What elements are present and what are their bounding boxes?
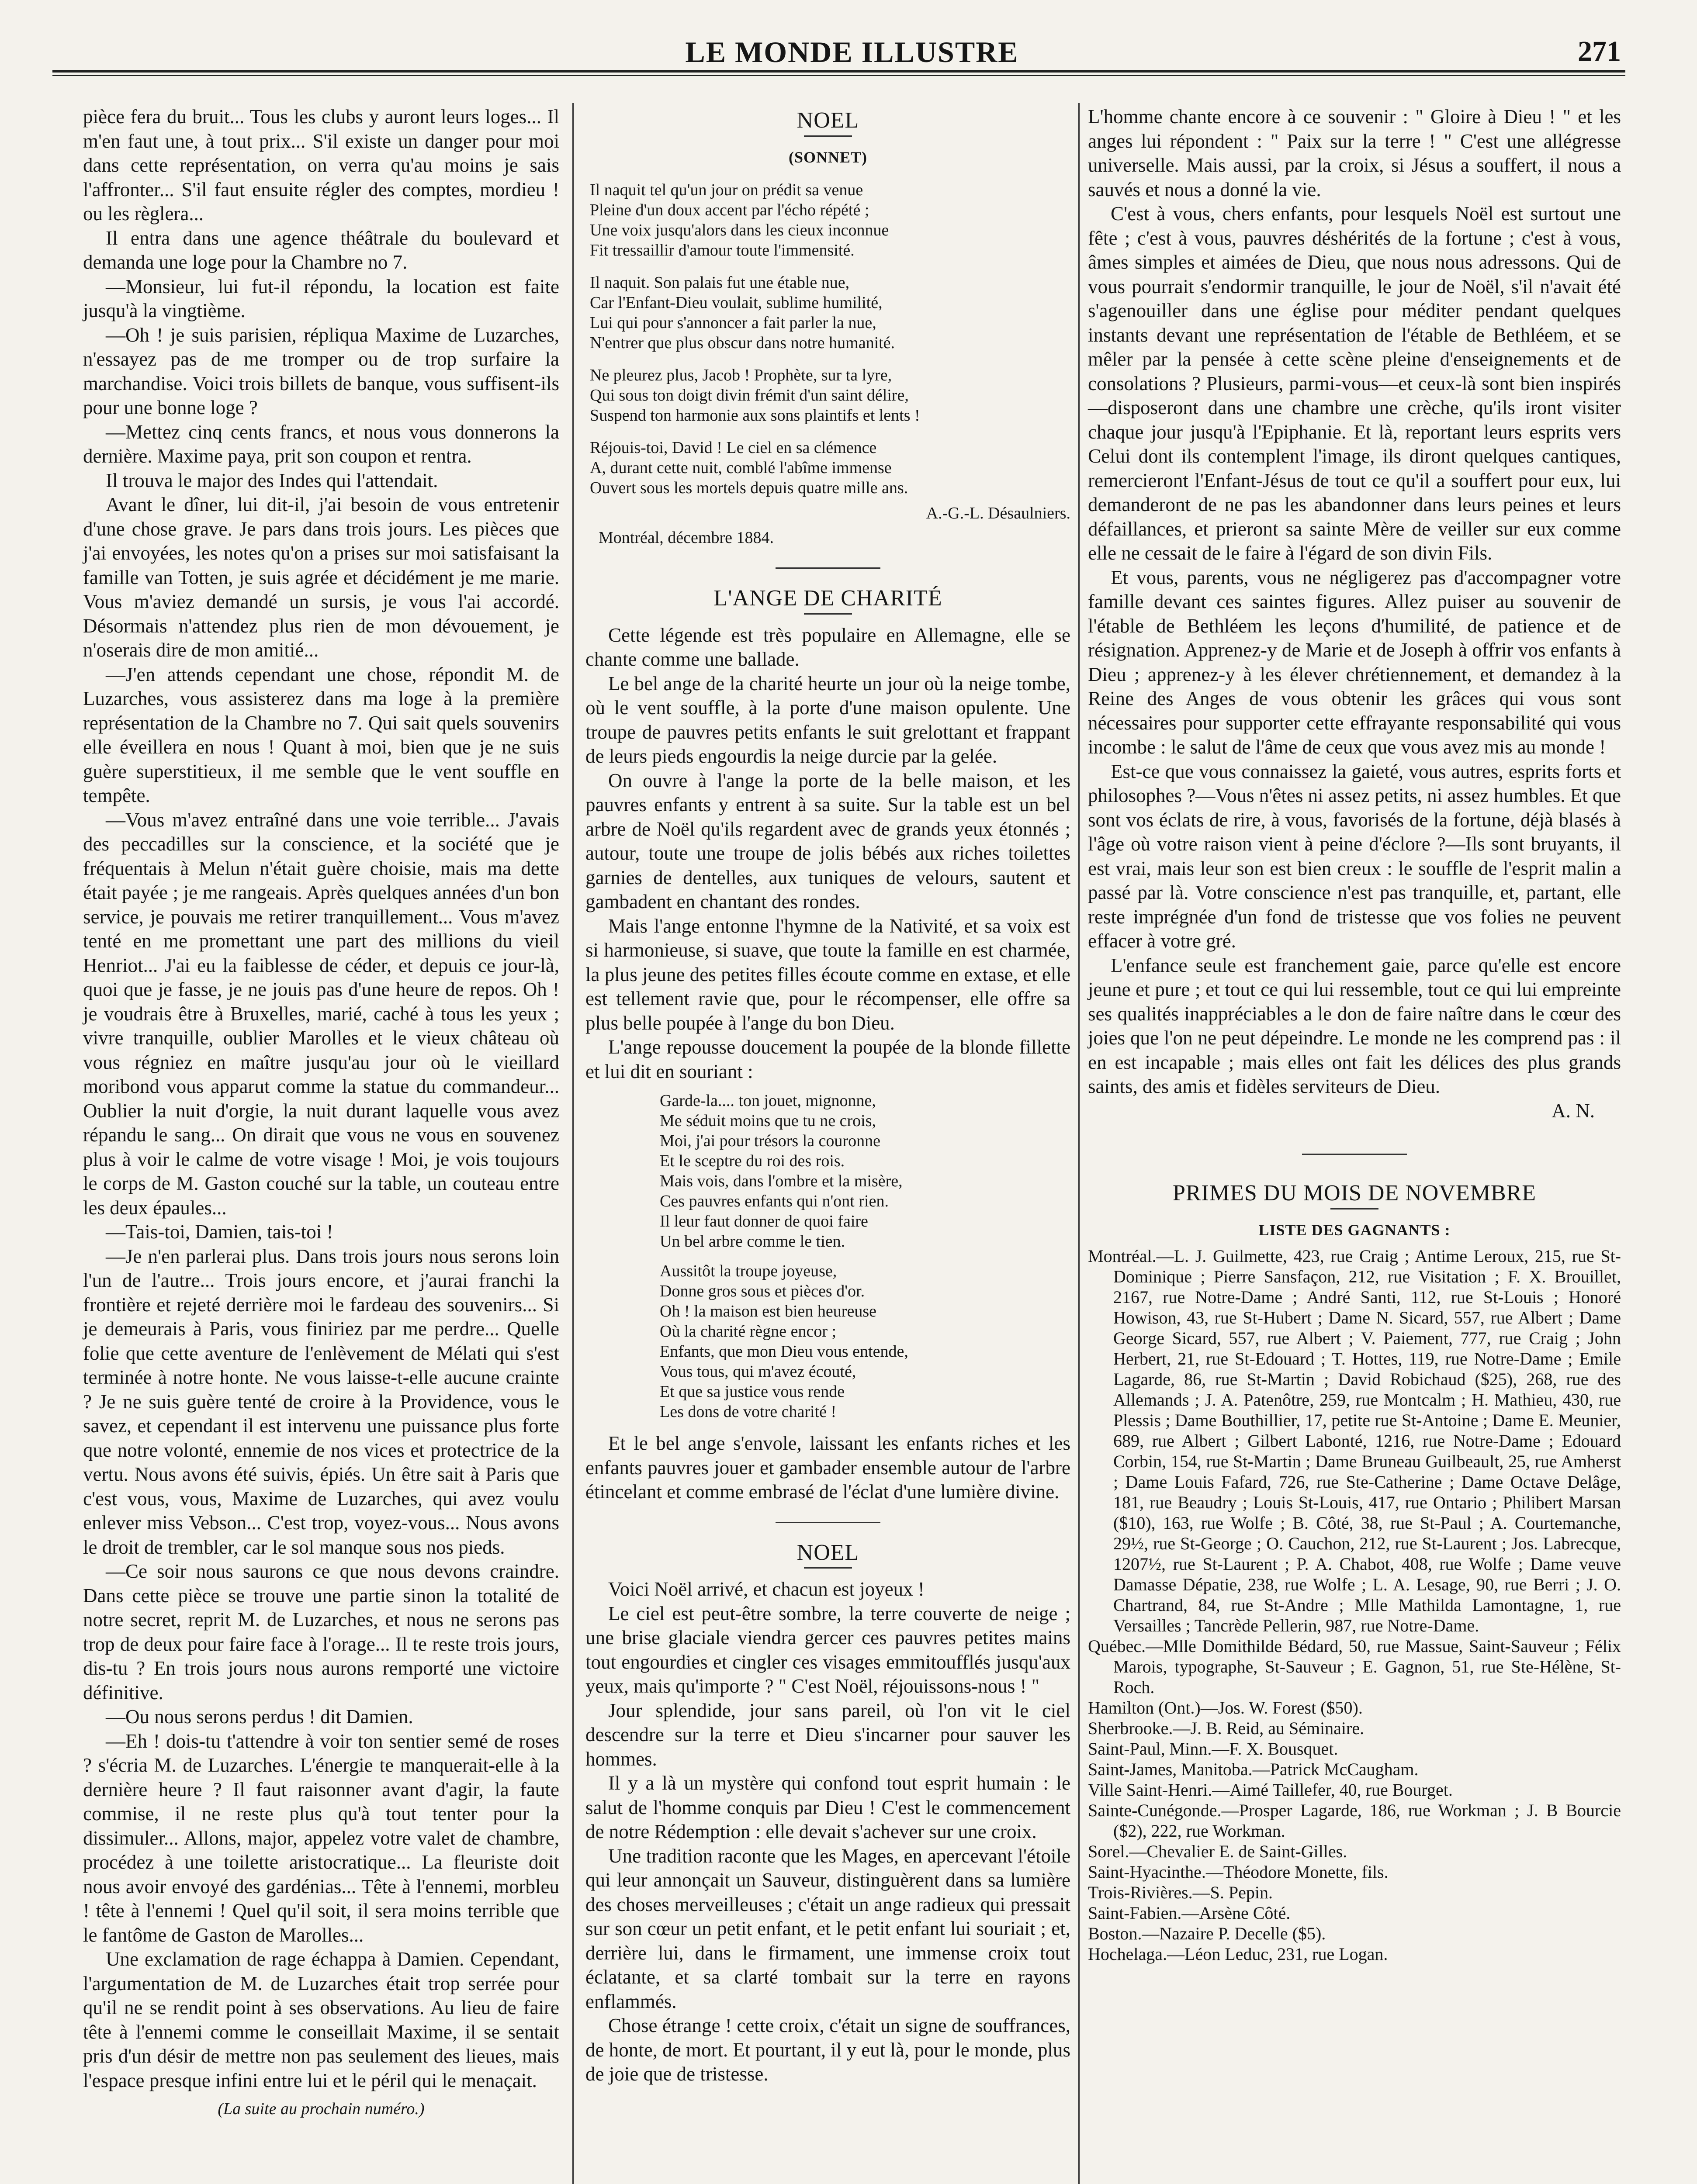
paragraph: —Vous m'avez entraîné dans une voie terrible... J'avais des peccadilles sur la conscience, et la société que je fréquentais à Melun n'était guère choisie, mais ma dette était payée ; je me rangeais. Après quelques années d'un bon service, je pouvais me retirer tranquillement... Vous m'avez tenté en me promettant une part des millions du vieil Henriot... J'ai eu la faiblesse de céder, et depuis ce jour-là, quoi que je fasse, je ne jouis pas d'une heure de repos. Oh ! je voudrais être à Bruxelles, marié, caché à tous les yeux ; vivre tranquille, oublier Marolles et le vieux château où vous régniez en maître jusqu'au jour où le vieillard moribond vous apparut comme la statue du commandeur... Oublier la nuit d'orgie, la nuit durant laquelle vous avez répandu le sang... On dirait que vous ne vous en souvenez plus à voir le calme de votre visage ! Moi, je vois toujours le corps de M. Gaston couché sur la table, un couteau entre les deux épaules... bbox=[83, 809, 559, 1219]
verse: Fit tressaillir d'amour toute l'immensité. bbox=[590, 241, 855, 259]
column-1-feuilleton bbox=[83, 105, 559, 2122]
paragraph: C'est à vous, chers enfants, pour lesquels Noël est surtout une fête ; c'est à vous, pauvres déshérités de la fortune ; c'est à vous, âmes simples et aimées de Dieu, que nous nous adressons. Qui de vous pourrait s'endormir tranquille, le jour de Noël, s'il n'avait été s'agenouiller dans une église pour méditer pendant quelques instants devant une représentation de l'étable de Bethléem, et se mêler par la pensée à cette scène pleine d'enseignements et de consolations ? Plusieurs, parmi-vous—et ceux-là sont bien inspirés—disposeront dans une chambre une crèche, qu'ils iront visiter chaque jour jusqu'à l'Epiphanie. Et là, reportant leurs esprits vers Celui dont ils contemplent l'image, ils diront quelques cantiques, remercieront l'Enfant-Jésus de tout ce qu'il a souffert pour eux, lui demanderont de ne pas les abandonner dans leurs peines et leurs défaillances, et prieront sa sainte Mère de veiller sur eux comme elle ne cessait de le faire à l'égard de son divin Fils. bbox=[1088, 203, 1621, 564]
verse: Suspend ton harmonie aux sons plaintifs et lents ! bbox=[590, 406, 920, 425]
paragraph: —J'en attends cependant une chose, répondit M. de Luzarches, vous assisterez dans ma loge à la première représentation de la Chambre no 7. Qui sait quels souvenirs elle éveillera en nous ! Quant à moi, bien que je ne suis guère superstitieux, il me semble que le vent souffle en tempête. bbox=[83, 663, 559, 806]
column-divider-left bbox=[572, 103, 574, 2184]
verse: Où la charité règne encor ; bbox=[660, 1322, 837, 1341]
verse: Il naquit. Son palais fut une étable nue, bbox=[590, 273, 850, 292]
sonnet-subtitle: (SONNET) bbox=[788, 148, 868, 166]
section-divider bbox=[776, 567, 880, 569]
verse: Lui qui pour s'annoncer a fait parler la nue, bbox=[590, 314, 876, 332]
title-rule bbox=[804, 135, 852, 137]
paragraph: Chose étrange ! cette croix, c'était un signe de souffrances, de honte, de mort. Et pourtant, il y eut là, pour le monde, plus de joie que de tristesse. bbox=[585, 2015, 1070, 2085]
header-rule-thin bbox=[52, 75, 1625, 76]
verse: Et que sa justice vous rende bbox=[660, 1382, 845, 1401]
verse: Ne pleurez plus, Jacob ! Prophète, sur ta lyre, bbox=[590, 366, 892, 384]
list-item: Saint-James, Manitoba.—Patrick McCaugham. bbox=[1088, 1759, 1419, 1779]
stanza bbox=[660, 1261, 1070, 1422]
sonnet-signature: A.-G.-L. Désaulniers. bbox=[926, 504, 1070, 522]
paragraph: —Oh ! je suis parisien, répliqua Maxime de Luzarches, n'essayez pas de me tromper ou de trop surfaire la marchandise. Voici trois billets de banque, vous suffisent-ils pour une bonne loge ? bbox=[83, 324, 559, 418]
verse: Me séduit moins que tu ne crois, bbox=[660, 1112, 876, 1130]
primes-title: PRIMES DU MOIS DE NOVEMBRE bbox=[1172, 1181, 1537, 1206]
masthead bbox=[83, 31, 1621, 69]
continued-note: (La suite au prochain numéro.) bbox=[218, 2100, 425, 2118]
verse: Réjouis-toi, David ! Le ciel en sa clémence bbox=[590, 439, 877, 457]
title-rule bbox=[1330, 1208, 1378, 1209]
paragraph: —Ce soir nous saurons ce que nous devons craindre. Dans cette pièce se trouve une partie sinon la totalité de notre secret, reprit M. de Luzarches, et nous ne serons pas trop de deux pour faire face à l'orage... Il te reste trois jours, dis-tu ? En trois jours nous aurons remporté une victoire définitive. bbox=[83, 1560, 559, 1704]
column-divider-right bbox=[1078, 103, 1080, 2184]
column-3 bbox=[1088, 105, 1621, 1964]
paragraph: L'ange repousse doucement la poupée de la blonde fillette et lui dit en souriant : bbox=[585, 1036, 1070, 1082]
verse: Garde-la.... ton jouet, mignonne, bbox=[660, 1092, 876, 1110]
paragraph: Il trouva le major des Indes qui l'attendait. bbox=[106, 469, 438, 491]
verse: Oh ! la maison est bien heureuse bbox=[660, 1302, 876, 1320]
stanza bbox=[590, 273, 1070, 353]
list-item: Saint-Paul, Minn.—F. X. Bousquet. bbox=[1088, 1739, 1338, 1759]
ange-poem bbox=[660, 1091, 1070, 1422]
winners-list bbox=[1088, 1246, 1621, 1964]
title-rule bbox=[804, 1567, 852, 1569]
paragraph: Une exclamation de rage échappa à Damien. Cependant, l'argumentation de M. de Luzarches était trop serrée pour qu'il ne se rendit point à ses observations. Au lieu de faire tête à l'ennemi comme le conseillait Maxime, il se sentait pris d'un désir de mettre non pas seulement des lieues, mais l'espace presque infini entre lui et le péril qui le menaçait. bbox=[83, 1948, 559, 2091]
list-item: Sainte-Cunégonde.—Prosper Lagarde, 186, rue Workman ; J. B Bourcie ($2), 222, rue Workman. bbox=[1088, 1800, 1621, 1841]
verse: Les dons de votre charité ! bbox=[660, 1403, 837, 1421]
list-item: Ville Saint-Henri.—Aimé Taillefer, 40, rue Bourget. bbox=[1088, 1780, 1453, 1800]
paragraph: Jour splendide, jour sans pareil, où l'on vit le ciel descendre sur la terre et Dieu s'incarner pour sauver les hommes. bbox=[585, 1699, 1070, 1770]
paragraph: Est-ce que vous connaissez la gaieté, vous autres, esprits forts et philosophes ?—Vous n'êtes ni assez petits, ni assez humbles. Et que sont vos éclats de rire, à vous, favorisés de la fortune, déjà blasés à l'âge où votre raison vient à peine d'éclore ?—Ils sont bruyants, il est vrai, mais leur son est bien creux : le souffle de l'esprit malin a passé par là. Votre conscience n'est pas tranquille, et, partant, elle reste imprégnée d'un fond de tristesse que vos folies ne peuvent effacer à votre gré. bbox=[1088, 760, 1621, 952]
sonnet-dateline: Montréal, décembre 1884. bbox=[599, 528, 774, 547]
paragraph: Mais l'ange entonne l'hymne de la Nativité, et sa voix est si harmonieuse, si suave, que toute la famille en est charmée, la plus jeune des petites filles écoute comme en extase, et elle est tellement ravie que, pour le récompenser, elle offre sa plus belle poupée à l'ange du bon Dieu. bbox=[585, 915, 1070, 1034]
stanza bbox=[590, 438, 1070, 498]
list-item: Hochelaga.—Léon Leduc, 231, rue Logan. bbox=[1088, 1944, 1388, 1964]
list-item: Sherbrooke.—J. B. Reid, au Séminaire. bbox=[1088, 1718, 1365, 1738]
paragraph: —Ou nous serons perdus ! dit Damien. bbox=[106, 1706, 413, 1728]
verse: Mais vois, dans l'ombre et la misère, bbox=[660, 1172, 903, 1190]
list-item: Trois-Rivières.—S. Pepin. bbox=[1088, 1883, 1273, 1902]
paragraph: Une tradition raconte que les Mages, en apercevant l'étoile qui leur annonçait un Sauveur, distinguèrent dans sa lumière des choses merveilleuses ; c'était un ange radieux qui pressait sur son cœur un petit enfant, et le petit enfant lui souriait ; et, derrière lui, dans le firmament, une immense croix tout éclatante, et sa clarté tombait sur la terre en rayons enflammés. bbox=[585, 1845, 1070, 2012]
article-signature: A. N. bbox=[1552, 1099, 1595, 1122]
paragraph: pièce fera du bruit... Tous les clubs y auront leurs loges... Il m'en faut une, à tout prix... S'il existe un danger pour moi dans cette représentation, on verra qu'au moins je sais l'affronter... S'il faut ensuite régler des comptes, mordieu ! ou les règlera... bbox=[83, 106, 559, 225]
paragraph: Et le bel ange s'envole, laissant les enfants riches et les enfants pauvres jouer et gambader ensemble autour de l'arbre étincelant et comme embrasé de l'éclat d'une lumière divine. bbox=[585, 1432, 1070, 1503]
verse: N'entrer que plus obscur dans notre humanité. bbox=[590, 334, 895, 352]
paragraph: Et vous, parents, vous ne négligerez pas d'accompagner votre famille devant ces saintes figures. Allez puiser au souvenir de l'étable de Bethléem les leçons d'humilité, de patience et de résignation. Apprenez-y de Marie et de Joseph à offrir vos enfants à Dieu ; apprenez-y à les élever chrétiennement, et demandez à la Reine des Anges de vous obtenir les grâces qui vous sont nécessaires pour supporter cette effrayante responsabilité qui vous incombe : le salut de l'âme de ceux que vous avez mis au monde ! bbox=[1088, 566, 1621, 758]
header-rule-thick bbox=[52, 70, 1625, 73]
paragraph: L'enfance seule est franchement gaie, parce qu'elle est encore jeune et pure ; et tout ce qui lui ressemble, tout ce qui lui empreinte ses qualités inappréciables a le don de faire naître dans le cœur des joies que l'on ne peut dépeindre. Le monde ne les comprend pas : il en est incapable ; mais elles ont fait les délices des plus grands saints, des amis et fidèles serviteurs de Dieu. bbox=[1088, 954, 1621, 1097]
newspaper-title: LE MONDE ILLUSTRE bbox=[685, 35, 1019, 69]
sonnet-poem bbox=[590, 180, 1070, 498]
verse: Moi, j'ai pour trésors la couronne bbox=[660, 1132, 880, 1150]
stanza bbox=[590, 365, 1070, 425]
paragraph: Il entra dans une agence théâtrale du boulevard et demanda une loge pour la Chambre no 7. bbox=[83, 227, 559, 273]
verse: Ouvert sous les mortels depuis quatre mille ans. bbox=[590, 479, 908, 497]
winners-list-heading: LISTE DES GAGNANTS : bbox=[1258, 1221, 1451, 1239]
stanza bbox=[660, 1091, 1070, 1251]
verse: Pleine d'un doux accent par l'écho répété ; bbox=[590, 201, 869, 219]
verse: Un bel arbre comme le tien. bbox=[660, 1232, 845, 1251]
section-divider bbox=[1302, 1154, 1407, 1155]
verse: Vous tous, qui m'avez écouté, bbox=[660, 1362, 856, 1381]
paragraph: On ouvre à l'ange la porte de la belle maison, et les pauvres enfants y entrent à sa suite. Sur la table est un bel arbre de Noël qu'ils regardent avec de grands yeux étonnés ; autour, toute une troupe de jolis bébés aux riches toilettes garnies de dentelles, aux tuniques de velours, sautent et gambadent en chantant des rondes. bbox=[585, 769, 1070, 912]
paragraph: —Tais-toi, Damien, tais-toi ! bbox=[106, 1221, 333, 1243]
paragraph: Avant le dîner, lui dit-il, j'ai besoin de vous entretenir d'une chose grave. Je pars dans trois jours. Les pièces que j'ai envoyées, les notes qu'on a prises sur moi satisfaisant la famille van Totten, je suis agrée et décidément je me marie. Vous m'aviez demandé un sursis, je vous l'ai accordé. Désormais n'attendez plus rien de mon dévouement, je n'oserais dire de mon amitié... bbox=[83, 494, 559, 661]
verse: Il leur faut donner de quoi faire bbox=[660, 1212, 868, 1230]
verse: Donne gros sous et pièces d'or. bbox=[660, 1282, 865, 1300]
list-item: Montréal.—L. J. Guilmette, 423, rue Craig ; Antime Leroux, 215, rue St-Dominique ; Pierre Sansfaçon, 212, rue Visitation ; F. X. Brouillet, 2167, rue Notre-Dame ; André Santi, 112, rue St-Louis ; Honoré Howison, 43, rue St-Hubert ; Dame N. Sicard, 557, rue Albert ; Dame George Sicard, 557, rue Albert ; V. Paiement, 777, rue Craig ; John Herbert, 21, rue St-Edouard ; T. Hottes, 119, rue Notre-Dame ; Emile Lagarde, 86, rue St-Martin ; David Robichaud ($25), 268, rue des Allemands ; J. A. Patenôtre, 259, rue Montcalm ; H. Mathieu, 430, rue Plessis ; Dame Bouthillier, 17, petite rue St-Antoine ; Dame E. Meunier, 689, rue Albert ; Gilbert Labonté, 1216, rue Notre-Dame ; Edouard Corbin, 154, rue St-Martin ; Dame Bruneau Guilbeault, 25, rue Amherst ; Dame Louis Fafard, 726, rue Ste-Catherine ; Dame Octave Delâge, 181, rue Beaudry ; Louis St-Louis, 417, rue Ontario ; Philibert Marsan ($10), 163, rue Wolfe ; B. Côté, 38, rue St-Paul ; A. Courtemanche, 29½, rue St-George ; O. Cauchon, 212, rue St-Laurent ; Jos. Labrecque, 1207½, rue St-Laurent ; P. A. Chabot, 408, rue Wolfe ; Dame veuve Damasse Dépatie, 238, rue Wolfe ; L. A. Lesage, 90, rue Berri ; J. O. Chartrand, 84, rue St-Andre ; Mlle Mathilda Lamontagne, 1, rue Versailles ; Tancrède Pellerin, 987, rue Notre-Dame. bbox=[1088, 1246, 1621, 1635]
list-item: Québec.—Mlle Domithilde Bédard, 50, rue Massue, Saint-Sauveur ; Félix Marois, typographe, St-Sauveur ; E. Gagnon, 51, rue Ste-Hélène, St-Roch. bbox=[1088, 1636, 1621, 1697]
paragraph: —Je n'en parlerai plus. Dans trois jours nous serons loin l'un de l'autre... Trois jours encore, et j'aurai franchi la frontière et rejeté derrière moi le fardeau des souvenirs... Si je demeurais à Paris, vous finiriez par me perdre... Quelle folie que cette aventure de l'enlèvement de Mélati qui s'est terminée à notre honte. Ne vous laisse-t-elle aucune crainte ? Je ne suis guère tenté de croire à la Providence, vous le savez, et cependant il est intervenu une puissance plus forte que notre volonté, ennemie de nos vices et protectrice de la vertu. Nous avons été suivis, épiés. Un être sait à Paris que c'est vous, vous, Maxime de Luzarches, qui avez voulu enlever miss Vebson... C'est trop, voyez-vous... Nous avons le droit de trembler, car le sol manque sous nos pieds. bbox=[83, 1245, 559, 1558]
stanza bbox=[590, 180, 1070, 260]
paragraph: Voici Noël arrivé, et chacun est joyeux ! bbox=[608, 1578, 925, 1600]
paragraph: Le bel ange de la charité heurte un jour où la neige tombe, où le vent souffle, à la porte d'une maison opulente. Une troupe de pauvres petits enfants le suit grelottant et frappant de leurs pieds engourdis la neige durcie par la gelée. bbox=[585, 672, 1070, 767]
sonnet-title: NOEL bbox=[797, 108, 859, 133]
list-item: Boston.—Nazaire P. Decelle ($5). bbox=[1088, 1924, 1326, 1943]
verse: Enfants, que mon Dieu vous entende, bbox=[660, 1342, 908, 1361]
verse: A, durant cette nuit, comblé l'abîme immense bbox=[590, 459, 892, 477]
verse: Ces pauvres enfants qui n'ont rien. bbox=[660, 1192, 889, 1210]
page-number: 271 bbox=[1578, 35, 1621, 67]
paragraph: Il y a là un mystère qui confond tout esprit humain : le salut de l'homme conquis par Dieu ! C'est le commencement de notre Rédemption : elle devait s'achever sur une croix. bbox=[585, 1772, 1070, 1842]
verse: Et le sceptre du roi des rois. bbox=[660, 1152, 845, 1170]
ange-title: L'ANGE DE CHARITÉ bbox=[713, 586, 942, 611]
column-2 bbox=[585, 105, 1070, 2087]
verse: Une voix jusqu'alors dans les cieux inconnue bbox=[590, 221, 889, 239]
list-item: Sorel.—Chevalier E. de Saint-Gilles. bbox=[1088, 1842, 1347, 1861]
noel-title: NOEL bbox=[797, 1540, 859, 1565]
paragraph: —Monsieur, lui fut-il répondu, la location est faite jusqu'à la vingtième. bbox=[83, 275, 559, 321]
paragraph: Le ciel est peut-être sombre, la terre couverte de neige ; une brise glaciale viendra gercer ces pauvres petites mains tout engourdies et cingler ces visages emmitoufflés jusqu'aux yeux, mais qu'importe ? " C'est Noël, réjouissons-nous ! " bbox=[585, 1602, 1070, 1697]
title-rule bbox=[804, 613, 852, 615]
paragraph: —Mettez cinq cents francs, et nous vous donnerons la dernière. Maxime paya, prit son coupon et rentra. bbox=[83, 421, 559, 467]
paragraph: Cette légende est très populaire en Allemagne, elle se chante comme une ballade. bbox=[585, 624, 1070, 670]
list-item: Hamilton (Ont.)—Jos. W. Forest ($50). bbox=[1088, 1698, 1363, 1717]
paragraph: —Eh ! dois-tu t'attendre à voir ton sentier semé de roses ? s'écria M. de Luzarches. L'énergie te manquerait-elle à la dernière heure ? Il faut raisonner avant d'agir, la faute commise, il ne reste plus qu'à tout tenter pour la dissimuler... Allons, major, appelez votre valet de chambre, procédez à une toilette aristocratique... La fleuriste doit nous avoir envoyé des gardénias... Tête à l'ennemi, morbleu ! tête à l'ennemi ! Quel qu'il soit, il sera moins terrible que le fantôme de Gaston de Marolles... bbox=[83, 1730, 559, 1946]
list-item: Saint-Fabien.—Arsène Côté. bbox=[1088, 1903, 1291, 1923]
verse: Qui sous ton doigt divin frémit d'un saint délire, bbox=[590, 386, 909, 404]
verse: Car l'Enfant-Dieu voulait, sublime humilité, bbox=[590, 294, 883, 312]
list-item: Saint-Hyacinthe.—Théodore Monette, fils. bbox=[1088, 1862, 1389, 1882]
paragraph: L'homme chante encore à ce souvenir : " Gloire à Dieu ! " et les anges lui répondent : " Paix sur la terre ! " C'est une allégresse universelle. Mais aussi, par la croix, si Jésus a souffert, il nous a sauvés et nous a donné la vie. bbox=[1088, 106, 1621, 200]
verse: Il naquit tel qu'un jour on prédit sa venue bbox=[590, 181, 863, 199]
section-divider bbox=[776, 1522, 880, 1523]
verse: Aussitôt la troupe joyeuse, bbox=[660, 1262, 837, 1280]
